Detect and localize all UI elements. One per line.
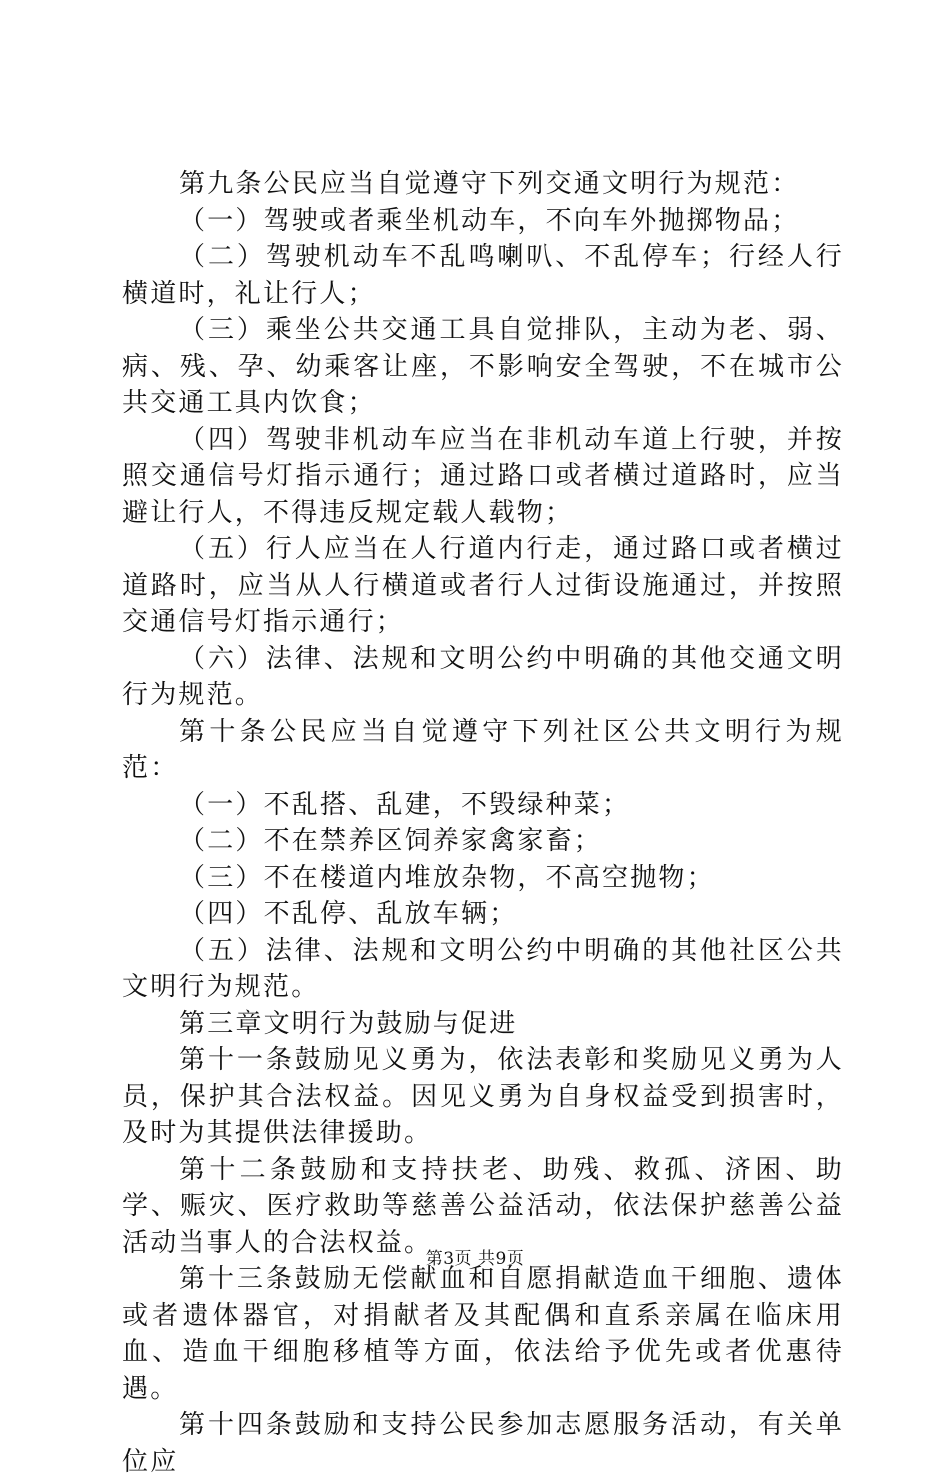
article-10-heading: 第十条公民应当自觉遵守下列社区公共文明行为规范： [122,716,844,783]
article-10-item-1: （一）不乱搭、乱建，不毁绿种菜； [179,789,631,820]
article-13: 第十三条鼓励无偿献血和自愿捐献造血干细胞、遗体或者遗体器官，对捐献者及其配偶和直系亲属在临床用血、造血干细胞移植等方面，依法给予优先或者优惠待遇。 [122,1264,844,1404]
article-10-item-3: （三）不在楼道内堆放杂物，不高空抛物； [179,862,715,893]
article-12: 第十二条鼓励和支持扶老、助残、救孤、济困、助学、赈灾、医疗救助等慈善公益活动，依法保护慈善公益活动当事人的合法权益。 [122,1154,844,1258]
chapter-3-heading: 第三章文明行为鼓励与促进 [179,1008,518,1039]
article-9-item-5: （五）行人应当在人行道内行走，通过路口或者横过道路时，应当从人行横道或者行人过街设施通过，并按照交通信号灯指示通行； [122,534,844,637]
article-9-item-3: （三）乘坐公共交通工具自觉排队，主动为老、弱、病、残、孕、幼乘客让座，不影响安全驾驶，不在城市公共交通工具内饮食； [122,315,844,418]
article-10-item-2: （二）不在禁养区饲养家禽家畜； [179,826,603,856]
article-9-item-6: （六）法律、法规和文明公约中明确的其他交通文明行为规范。 [122,643,844,710]
article-14: 第十四条鼓励和支持公民参加志愿服务活动，有关单位应 [122,1410,844,1477]
page-number-footer: 第3页 共9页 [425,1249,525,1269]
article-9-heading: 第九条公民应当自觉遵守下列交通文明行为规范： [179,169,800,199]
article-9-item-1: （一）驾驶或者乘坐机动车，不向车外抛掷物品； [179,205,800,236]
document-body [122,166,844,1480]
article-9-item-4: （四）驾驶非机动车应当在非机动车道上行驶，并按照交通信号灯指示通行；通过路口或者横过道路时，应当避让行人，不得违反规定载人载物； [122,424,844,528]
article-10-item-4: （四）不乱停、乱放车辆； [179,899,518,929]
article-9-item-2: （二）驾驶机动车不乱鸣喇叭、不乱停车；行经人行横道时，礼让行人； [122,242,844,309]
article-11: 第十一条鼓励见义勇为，依法表彰和奖励见义勇为人员，保护其合法权益。因见义勇为自身权益受到损害时，及时为其提供法律援助。 [122,1045,844,1148]
article-10-item-5: （五）法律、法规和文明公约中明确的其他社区公共文明行为规范。 [122,935,844,1002]
